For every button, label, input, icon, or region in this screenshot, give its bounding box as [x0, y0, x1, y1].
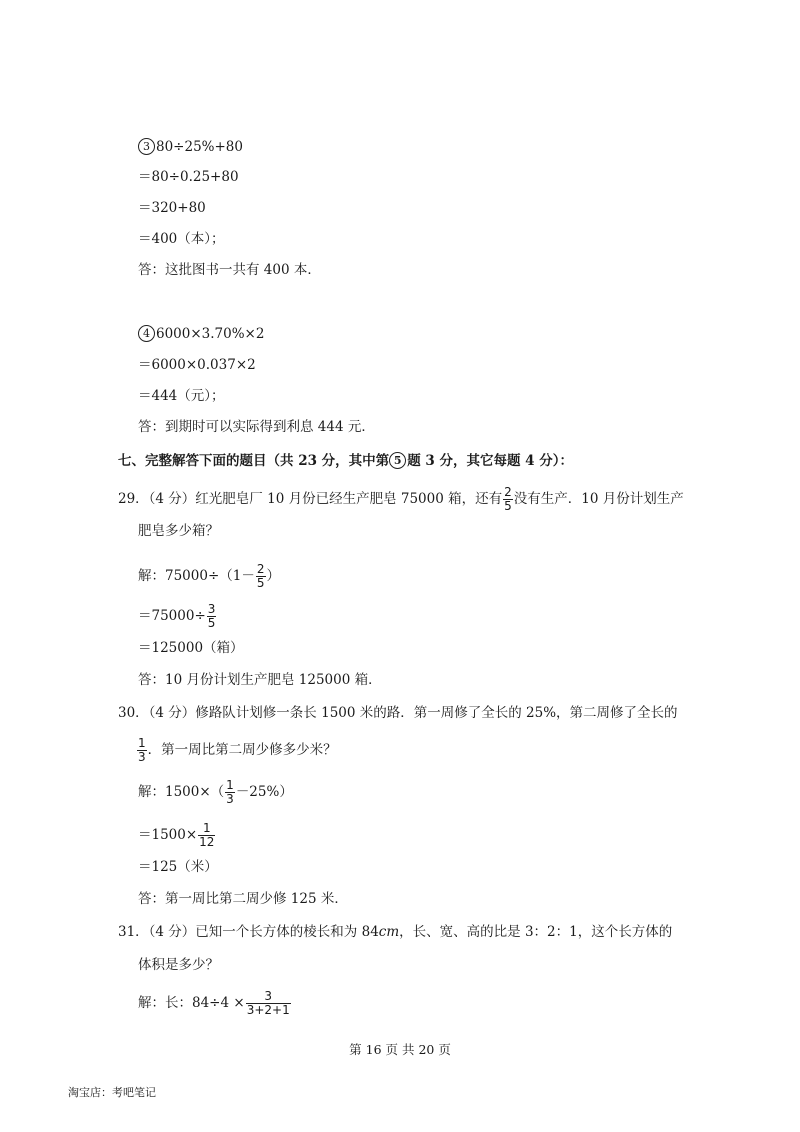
- problem-31-solution: 解：长：84÷4 × $\frac{3}{3+2+1}$: [138, 989, 290, 1017]
- q4-step-1: ＝6000×0.037×2: [138, 357, 256, 373]
- problem-31-question-cont: 体积是多少？: [138, 957, 219, 973]
- problem-31-question: 31．（4 分）已知一个长方体的棱长和为 84cm，长、宽、高的比是 3：2：1，这个长方体的: [118, 924, 673, 940]
- problem-29-solution: 解：75000÷（1－ $\frac{2}{5}$ ）: [138, 562, 280, 590]
- q3-step-2: ＝320+80: [138, 200, 206, 216]
- page-number: 第 16 页 共 20 页: [349, 1042, 451, 1057]
- problem-30-question: 30．（4 分）修路队计划修一条长 1500 米的路．第一周修了全长的 25%，第二周修了全长的: [118, 705, 678, 721]
- circled-number: 5: [389, 452, 406, 469]
- q3-answer: 答：这批图书一共有 400 本．: [138, 262, 321, 278]
- problem-30-solution: 解：1500×（ $\frac{1}{3}$ －25%）: [138, 778, 293, 806]
- fraction: $\frac{1}{3}$: [138, 736, 146, 764]
- problem-29-step-2: ＝125000（箱）: [138, 640, 244, 656]
- fraction: $\frac{1}{3}$: [226, 778, 234, 806]
- circled-number: 3: [138, 138, 155, 155]
- fraction: $\frac{3}{3+2+1}$: [246, 989, 290, 1017]
- problem-29-question: 29．（4 分）红光肥皂厂 10 月份已经生产肥皂 75000 箱，还有 $\frac{2}{5}$ 没有生产．10 月份计划生产: [118, 485, 684, 513]
- problem-30-answer: 答：第一周比第二周少修 125 米．: [138, 891, 348, 907]
- fraction: $\frac{2}{5}$: [256, 562, 265, 590]
- problem-29-question-cont: 肥皂多少箱？: [138, 523, 219, 539]
- problem-30-step-1: ＝1500× $\frac{1}{12}$: [138, 821, 215, 849]
- q3-step-1: ＝80÷0.25+80: [138, 169, 239, 185]
- problem-29-answer: 答：10 月份计划生产肥皂 125000 箱．: [138, 672, 382, 688]
- problem-30-question-cont: $\frac{1}{3}$ ．第一周比第二周少修多少米？: [138, 736, 337, 764]
- q4-expression: 4 6000×3.70%×2: [138, 324, 264, 344]
- problem-30-step-2: ＝125（米）: [138, 859, 218, 875]
- shop-watermark: 淘宝店：考吧笔记: [68, 1086, 156, 1099]
- fraction: $\frac{1}{12}$: [199, 821, 215, 849]
- q3-step-3: ＝400（本）；: [138, 231, 225, 247]
- fraction: $\frac{2}{5}$: [504, 485, 512, 513]
- q4-step-2: ＝444（元）；: [138, 388, 225, 404]
- section-heading: 七、完整解答下面的题目（共 23 分，其中第 5 题 3 分，其它每题 4 分）：: [118, 453, 574, 469]
- fraction: $\frac{3}{5}$: [207, 602, 216, 630]
- circled-number: 4: [138, 325, 155, 342]
- q4-answer: 答：到期时可以实际得到利息 444 元．: [138, 419, 375, 435]
- q3-expression: 3 80÷25%+80: [138, 137, 243, 157]
- problem-29-step-1: ＝75000÷ $\frac{3}{5}$: [138, 602, 216, 630]
